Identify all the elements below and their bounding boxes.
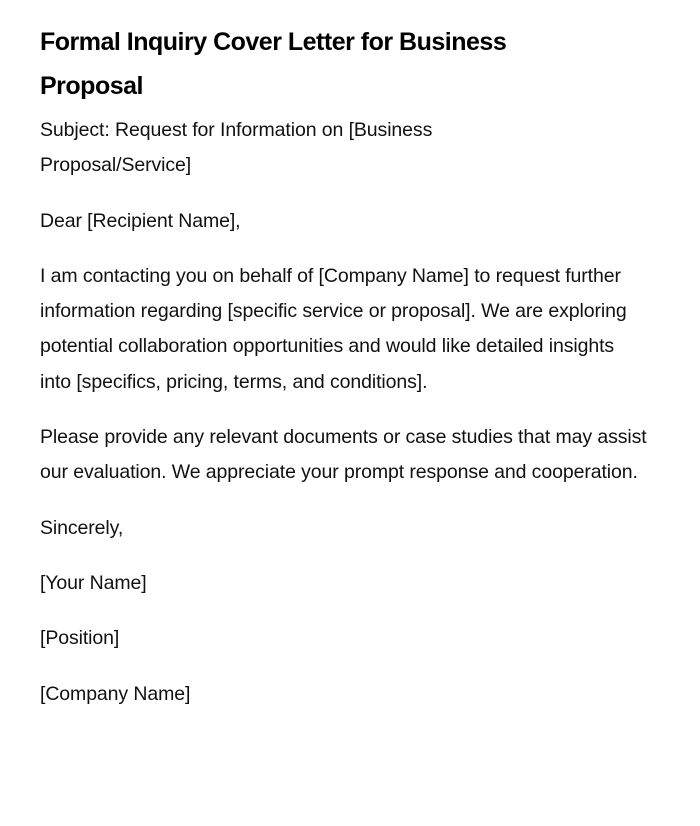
subject-line: Subject: Request for Information on [Business Proposal/Service] bbox=[40, 119, 433, 177]
closing: Sincerely, bbox=[40, 516, 124, 539]
body-paragraph-1: I am contacting you on behalf of [Company Name] to request further information regarding [specific service or proposal]. We are exploring potential collaboration opportunities and would like detailed insights into [specifics, pricing, terms, and conditions]. bbox=[40, 264, 627, 393]
signature-name: [Your Name] bbox=[40, 571, 147, 594]
signature-position: [Position] bbox=[40, 627, 120, 650]
document-title: Formal Inquiry Cover Letter for Business Proposal bbox=[40, 28, 507, 100]
signature-company: [Company Name] bbox=[40, 682, 191, 705]
salutation: Dear [Recipient Name], bbox=[40, 209, 241, 232]
body-paragraph-2: Please provide any relevant documents or case studies that may assist our evaluation. We appreciate your prompt response and cooperation. bbox=[40, 426, 647, 484]
